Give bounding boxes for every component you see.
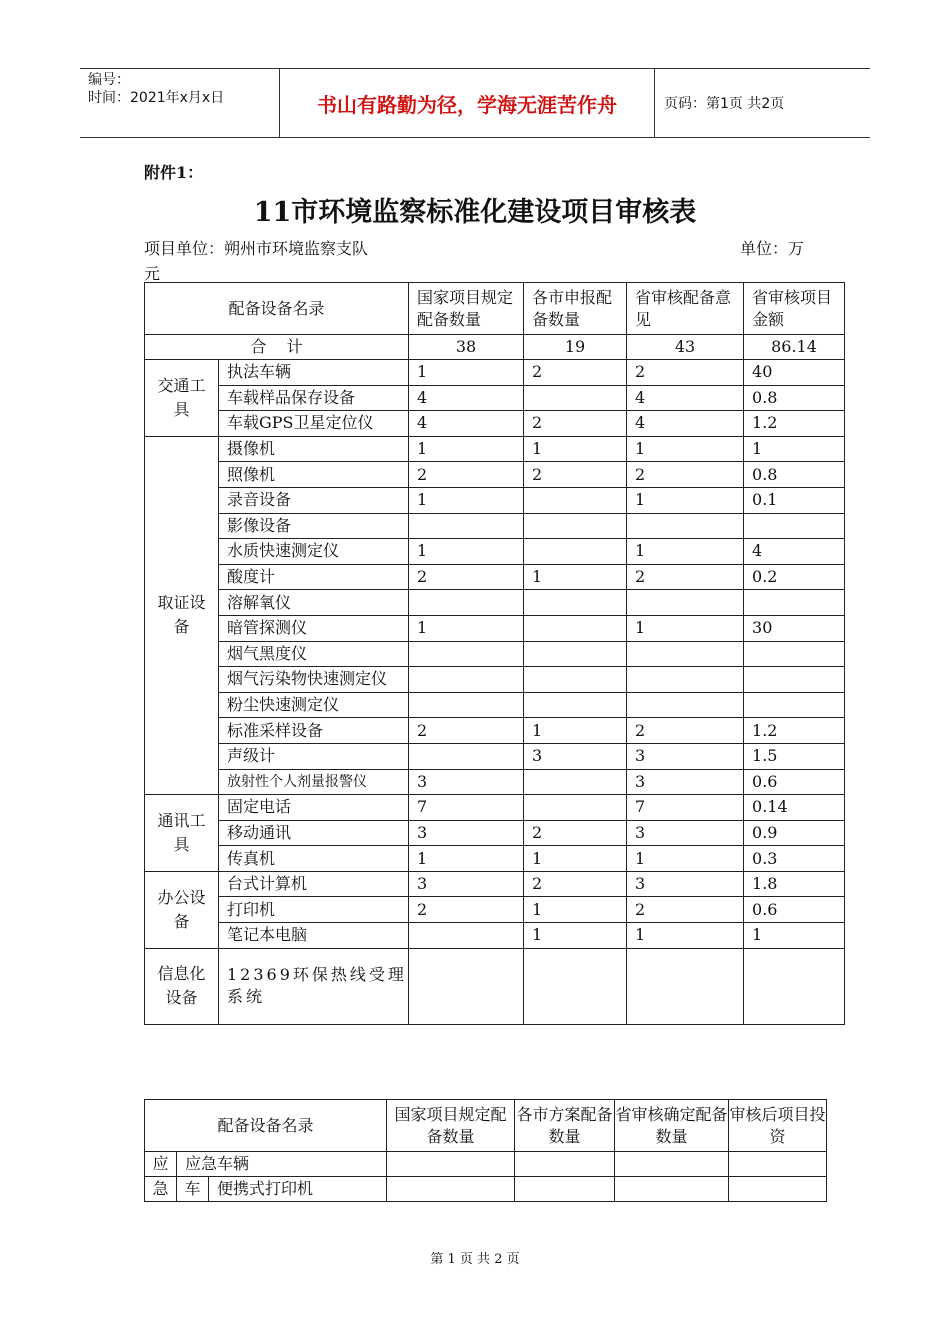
value-cell: 3 <box>627 871 744 897</box>
item-name: 摄像机 <box>219 436 409 462</box>
value-cell <box>627 641 744 667</box>
value-cell <box>627 590 744 616</box>
table-row <box>145 411 845 437</box>
value-cell: 1 <box>524 564 627 590</box>
total-label: 合 计 <box>145 335 409 360</box>
value-cell <box>744 641 845 667</box>
value-cell: 2 <box>524 871 627 897</box>
value-cell: 2 <box>524 820 627 846</box>
item-name: 移动通讯 <box>219 820 409 846</box>
value-cell <box>524 641 627 667</box>
item-name: 打印机 <box>219 897 409 923</box>
value-cell: 2 <box>524 360 627 386</box>
header-meta <box>80 69 280 137</box>
table2-header-row <box>145 1100 827 1152</box>
review-table <box>144 282 845 1025</box>
item-name: 12369环保热线受理系统 <box>219 948 409 1024</box>
value-cell: 1 <box>409 487 524 513</box>
table-row <box>145 871 845 897</box>
value-cell <box>387 1152 515 1177</box>
table-row <box>145 513 845 539</box>
value-cell: 4 <box>409 385 524 411</box>
value-cell: 0.9 <box>744 820 845 846</box>
value-cell: 3 <box>627 743 744 769</box>
value-cell: 1 <box>524 923 627 949</box>
table2-header-investment: 审核后项目投资 <box>729 1100 827 1152</box>
total-value: 19 <box>524 335 627 360</box>
table-row <box>145 692 845 718</box>
item-name: 放射性个人剂量报警仪 <box>219 769 409 795</box>
value-cell <box>409 948 524 1024</box>
value-cell: 7 <box>627 795 744 821</box>
value-cell: 2 <box>524 462 627 488</box>
total-value: 43 <box>627 335 744 360</box>
value-cell <box>409 590 524 616</box>
value-cell: 2 <box>627 718 744 744</box>
total-row <box>145 335 845 360</box>
value-cell <box>524 667 627 693</box>
value-cell: 1.5 <box>744 743 845 769</box>
value-cell <box>744 590 845 616</box>
value-cell: 2 <box>409 462 524 488</box>
value-cell <box>524 795 627 821</box>
value-cell: 3 <box>627 820 744 846</box>
header-city-quantity: 各市申报配备数量 <box>524 283 627 335</box>
item-name: 暗管探测仪 <box>219 615 409 641</box>
attachment-label: 附件1： <box>144 163 204 182</box>
value-cell <box>744 513 845 539</box>
value-cell <box>409 667 524 693</box>
value-cell: 1.8 <box>744 871 845 897</box>
value-cell: 4 <box>627 385 744 411</box>
value-cell <box>409 641 524 667</box>
value-cell: 40 <box>744 360 845 386</box>
value-cell <box>729 1152 827 1177</box>
item-name: 粉尘快速测定仪 <box>219 692 409 718</box>
table-row <box>145 487 845 513</box>
value-cell: 0.6 <box>744 897 845 923</box>
value-cell: 4 <box>744 539 845 565</box>
item-name: 车载样品保存设备 <box>219 385 409 411</box>
table-row <box>145 360 845 386</box>
value-cell <box>615 1177 729 1202</box>
value-cell: 1 <box>627 539 744 565</box>
item-name: 酸度计 <box>219 564 409 590</box>
value-cell: 4 <box>409 411 524 437</box>
value-cell: 2 <box>409 897 524 923</box>
table-row <box>145 436 845 462</box>
table-row <box>145 820 845 846</box>
value-cell <box>409 743 524 769</box>
value-cell: 3 <box>409 769 524 795</box>
table2-header-city: 各市方案配备数量 <box>515 1100 615 1152</box>
value-cell: 1.2 <box>744 718 845 744</box>
document-title: 11市环境监察标准化建设项目审核表 <box>253 197 697 228</box>
table-row <box>145 564 845 590</box>
value-cell <box>524 692 627 718</box>
value-cell <box>409 923 524 949</box>
value-cell <box>524 590 627 616</box>
group-label-char: 应 <box>145 1152 177 1177</box>
item-name: 笔记本电脑 <box>219 923 409 949</box>
item-name: 声级计 <box>219 743 409 769</box>
value-cell <box>409 513 524 539</box>
table-row <box>145 385 845 411</box>
value-cell: 1 <box>627 615 744 641</box>
table-row <box>145 1152 827 1177</box>
emergency-table <box>144 1099 827 1202</box>
page-footer: 第 1 页 共 2 页 <box>430 1252 520 1267</box>
value-cell: 1 <box>409 436 524 462</box>
value-cell: 3 <box>409 871 524 897</box>
value-cell: 3 <box>524 743 627 769</box>
value-cell: 1 <box>627 487 744 513</box>
project-unit: 项目单位：朔州市环境监察支队 <box>144 239 369 258</box>
table-row <box>145 539 845 565</box>
table-row <box>145 590 845 616</box>
table-row <box>145 795 845 821</box>
table-row <box>145 718 845 744</box>
value-cell: 1 <box>524 436 627 462</box>
value-cell: 1 <box>744 436 845 462</box>
table1-header-row <box>145 283 845 335</box>
table-row <box>145 462 845 488</box>
value-cell: 1 <box>524 846 627 872</box>
value-cell: 3 <box>627 769 744 795</box>
item-name: 录音设备 <box>219 487 409 513</box>
group-label: 通讯工具 <box>145 795 219 872</box>
value-cell: 1 <box>409 615 524 641</box>
value-cell <box>744 692 845 718</box>
value-cell: 30 <box>744 615 845 641</box>
value-cell: 1 <box>627 436 744 462</box>
value-cell: 2 <box>524 411 627 437</box>
value-cell: 1 <box>409 539 524 565</box>
table-row <box>145 641 845 667</box>
value-cell: 1 <box>627 846 744 872</box>
header-province-opinion: 省审核配备意见 <box>627 283 744 335</box>
header-national-quantity: 国家项目规定配备数量 <box>409 283 524 335</box>
item-name: 车载GPS卫星定位仪 <box>219 411 409 437</box>
item-name: 溶解氧仪 <box>219 590 409 616</box>
value-cell: 2 <box>627 462 744 488</box>
value-cell: 1 <box>409 360 524 386</box>
table-row <box>145 769 845 795</box>
header-page-info: 页码：第1页 共2页 <box>664 96 785 112</box>
value-cell: 1 <box>524 718 627 744</box>
value-cell <box>524 539 627 565</box>
total-value: 86.14 <box>744 335 845 360</box>
item-name: 烟气污染物快速测定仪 <box>219 667 409 693</box>
value-cell <box>524 487 627 513</box>
value-cell: 0.3 <box>744 846 845 872</box>
table-row <box>145 667 845 693</box>
table-row <box>145 897 845 923</box>
item-name: 执法车辆 <box>219 360 409 386</box>
table2-header-national: 国家项目规定配备数量 <box>387 1100 515 1152</box>
table-row <box>145 948 845 1024</box>
item-name: 台式计算机 <box>219 871 409 897</box>
table-row <box>145 615 845 641</box>
value-cell <box>524 385 627 411</box>
value-cell: 2 <box>409 564 524 590</box>
value-cell <box>627 692 744 718</box>
value-cell: 2 <box>627 564 744 590</box>
value-cell: 2 <box>409 718 524 744</box>
value-cell <box>615 1152 729 1177</box>
group-label: 交通工具 <box>145 360 219 437</box>
item-name: 传真机 <box>219 846 409 872</box>
value-cell: 4 <box>627 411 744 437</box>
item-name: 照像机 <box>219 462 409 488</box>
value-cell: 3 <box>409 820 524 846</box>
header-motto: 书山有路勤为径，学海无涯苦作舟 <box>280 69 655 137</box>
group-label-char: 急 <box>145 1177 177 1202</box>
header-province-amount: 省审核项目金额 <box>744 283 845 335</box>
value-cell <box>627 667 744 693</box>
subgroup-label-char: 车 <box>177 1177 209 1202</box>
value-cell: 1 <box>744 923 845 949</box>
value-cell: 7 <box>409 795 524 821</box>
value-cell: 1.2 <box>744 411 845 437</box>
value-cell: 1 <box>524 897 627 923</box>
item-name: 便携式打印机 <box>209 1177 387 1202</box>
header-equipment-name: 配备设备名录 <box>145 283 409 335</box>
total-value: 38 <box>409 335 524 360</box>
table2-header-province: 省审核确定配备数量 <box>615 1100 729 1152</box>
table-row <box>145 923 845 949</box>
value-cell: 0.14 <box>744 795 845 821</box>
unit-label: 单位：万 <box>739 239 804 258</box>
value-cell: 0.1 <box>744 487 845 513</box>
item-name: 标准采样设备 <box>219 718 409 744</box>
table-row <box>145 846 845 872</box>
value-cell <box>627 513 744 539</box>
value-cell: 0.2 <box>744 564 845 590</box>
code-label: 编号： <box>88 72 130 88</box>
value-cell <box>515 1152 615 1177</box>
item-name: 烟气黑度仪 <box>219 641 409 667</box>
project-unit-line <box>144 236 844 259</box>
value-cell <box>627 948 744 1024</box>
item-name: 固定电话 <box>219 795 409 821</box>
value-cell: 0.8 <box>744 385 845 411</box>
value-cell <box>409 692 524 718</box>
value-cell <box>515 1177 615 1202</box>
page-header <box>80 68 870 138</box>
value-cell: 2 <box>627 897 744 923</box>
value-cell <box>744 948 845 1024</box>
group-label: 取证设备 <box>145 436 219 794</box>
value-cell <box>524 615 627 641</box>
value-cell: 2 <box>627 360 744 386</box>
table-row <box>145 1177 827 1202</box>
group-label: 办公设备 <box>145 871 219 948</box>
value-cell <box>729 1177 827 1202</box>
value-cell: 0.8 <box>744 462 845 488</box>
value-cell: 1 <box>409 846 524 872</box>
item-name: 影像设备 <box>219 513 409 539</box>
value-cell <box>524 769 627 795</box>
item-name: 应急车辆 <box>177 1152 387 1177</box>
item-name: 水质快速测定仪 <box>219 539 409 565</box>
value-cell <box>524 948 627 1024</box>
value-cell: 1 <box>627 923 744 949</box>
value-cell <box>387 1177 515 1202</box>
group-label: 信息化设备 <box>145 948 219 1024</box>
time-label: 时间：2021年x月x日 <box>88 90 225 106</box>
table-row <box>145 743 845 769</box>
value-cell: 0.6 <box>744 769 845 795</box>
unit-label-cont: 元 <box>144 264 161 283</box>
value-cell <box>744 667 845 693</box>
table2-header-name: 配备设备名录 <box>145 1100 387 1152</box>
value-cell <box>524 513 627 539</box>
